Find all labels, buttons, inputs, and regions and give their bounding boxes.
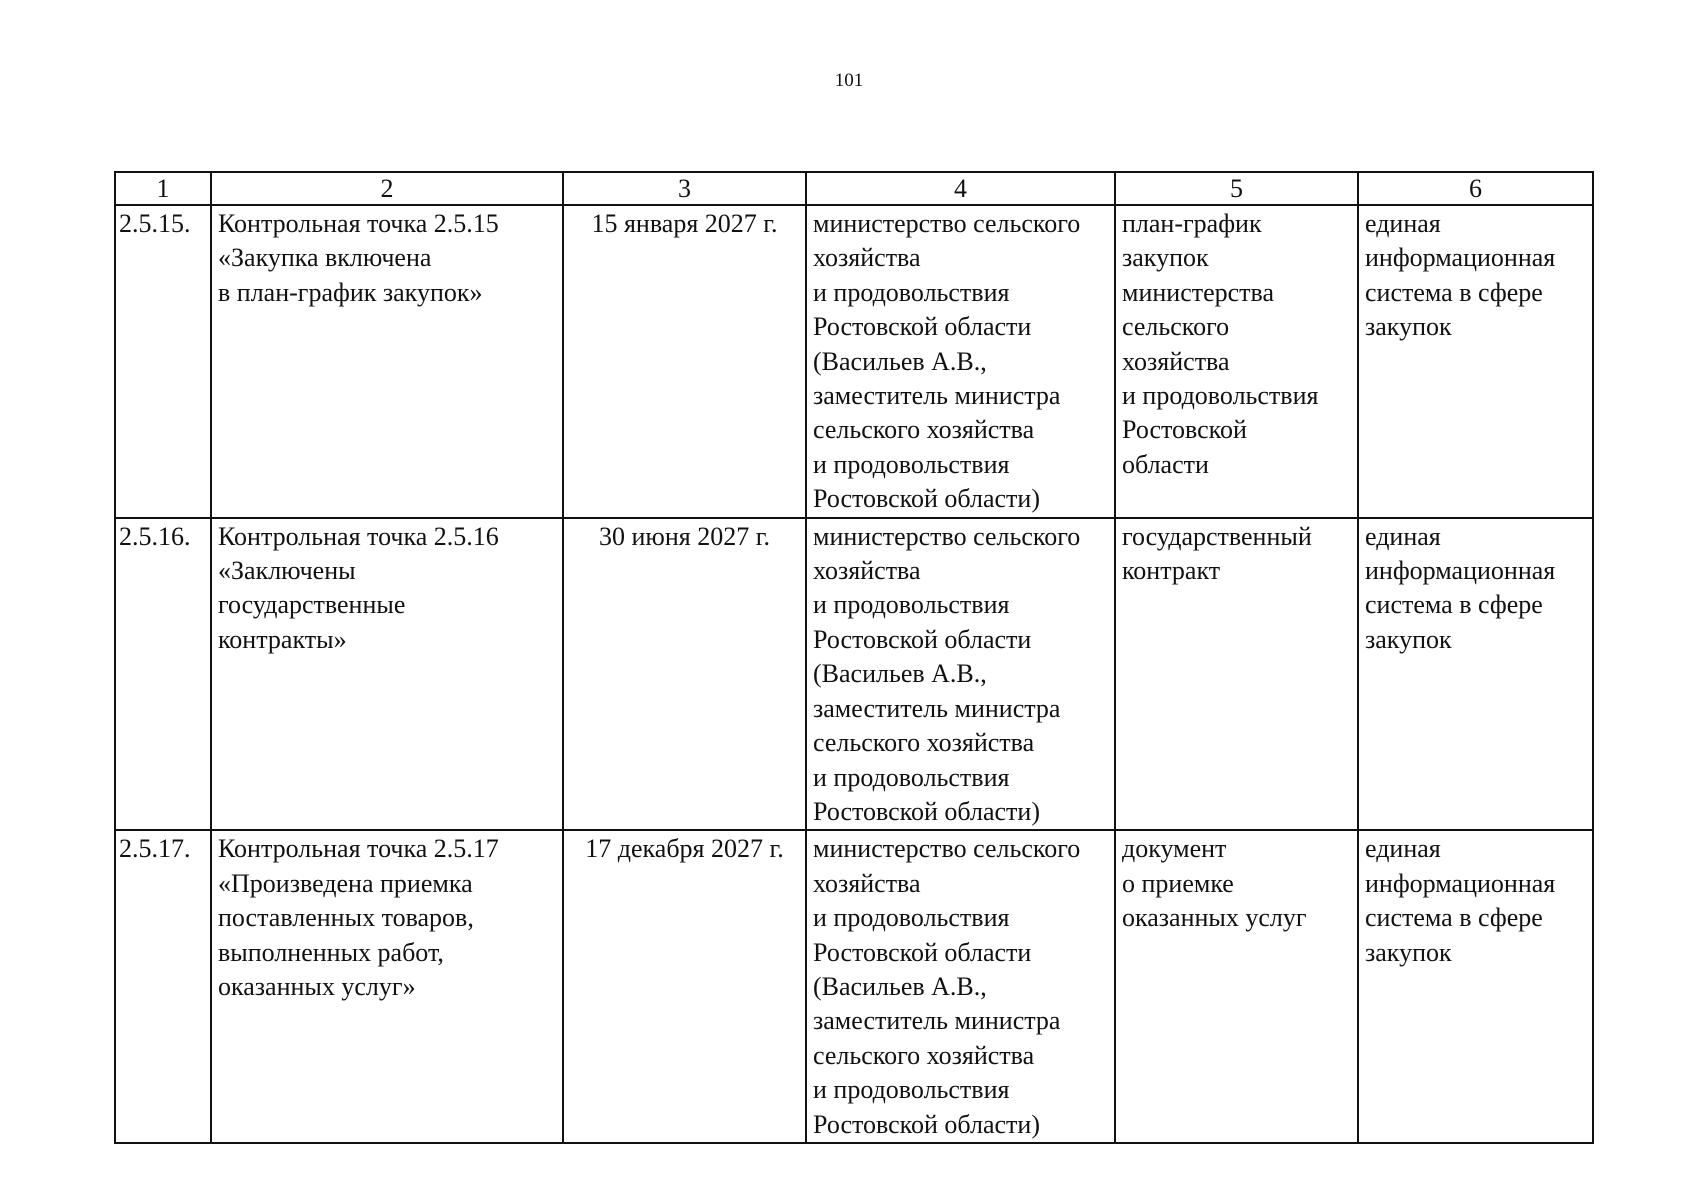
deadline-date: 15 января 2027 г.	[563, 205, 806, 518]
row-number: 2.5.16.	[115, 518, 211, 831]
control-point-name: Контрольная точка 2.5.17 «Произведена приемка поставленных товаров, выполненных работ, оказанных услуг»	[211, 830, 563, 1143]
confirming-document: государственный контракт	[1115, 518, 1358, 831]
column-header: 2	[211, 172, 563, 205]
page-number: 101	[834, 70, 864, 91]
information-system: единая информационная система в сфере закупок	[1358, 205, 1593, 518]
responsible-executor: министерство сельского хозяйства и продовольствия Ростовской области (Васильев А.В., заместитель министра сельского хозяйства и продовольствия Ростовской области)	[806, 830, 1115, 1143]
table-row	[115, 518, 1593, 831]
control-point-name: Контрольная точка 2.5.16 «Заключены государственные контракты»	[211, 518, 563, 831]
table-header-row	[115, 172, 1593, 205]
column-header: 4	[806, 172, 1115, 205]
row-number: 2.5.15.	[115, 205, 211, 518]
row-number: 2.5.17.	[115, 830, 211, 1143]
confirming-document: документ о приемке оказанных услуг	[1115, 830, 1358, 1143]
column-header: 6	[1358, 172, 1593, 205]
responsible-executor: министерство сельского хозяйства и продовольствия Ростовской области (Васильев А.В., заместитель министра сельского хозяйства и продовольствия Ростовской области)	[806, 518, 1115, 831]
information-system: единая информационная система в сфере закупок	[1358, 518, 1593, 831]
responsible-executor: министерство сельского хозяйства и продовольствия Ростовской области (Васильев А.В., заместитель министра сельского хозяйства и продовольствия Ростовской области)	[806, 205, 1115, 518]
deadline-date: 30 июня 2027 г.	[563, 518, 806, 831]
column-header: 3	[563, 172, 806, 205]
column-header: 5	[1115, 172, 1358, 205]
table-row	[115, 830, 1593, 1143]
deadline-date: 17 декабря 2027 г.	[563, 830, 806, 1143]
control-point-name: Контрольная точка 2.5.15 «Закупка включена в план-график закупок»	[211, 205, 563, 518]
table-row	[115, 205, 1593, 518]
confirming-document: план-график закупок министерства сельского хозяйства и продовольствия Ростовской области	[1115, 205, 1358, 518]
control-points-table	[114, 171, 1594, 1144]
column-header: 1	[115, 172, 211, 205]
information-system: единая информационная система в сфере закупок	[1358, 830, 1593, 1143]
